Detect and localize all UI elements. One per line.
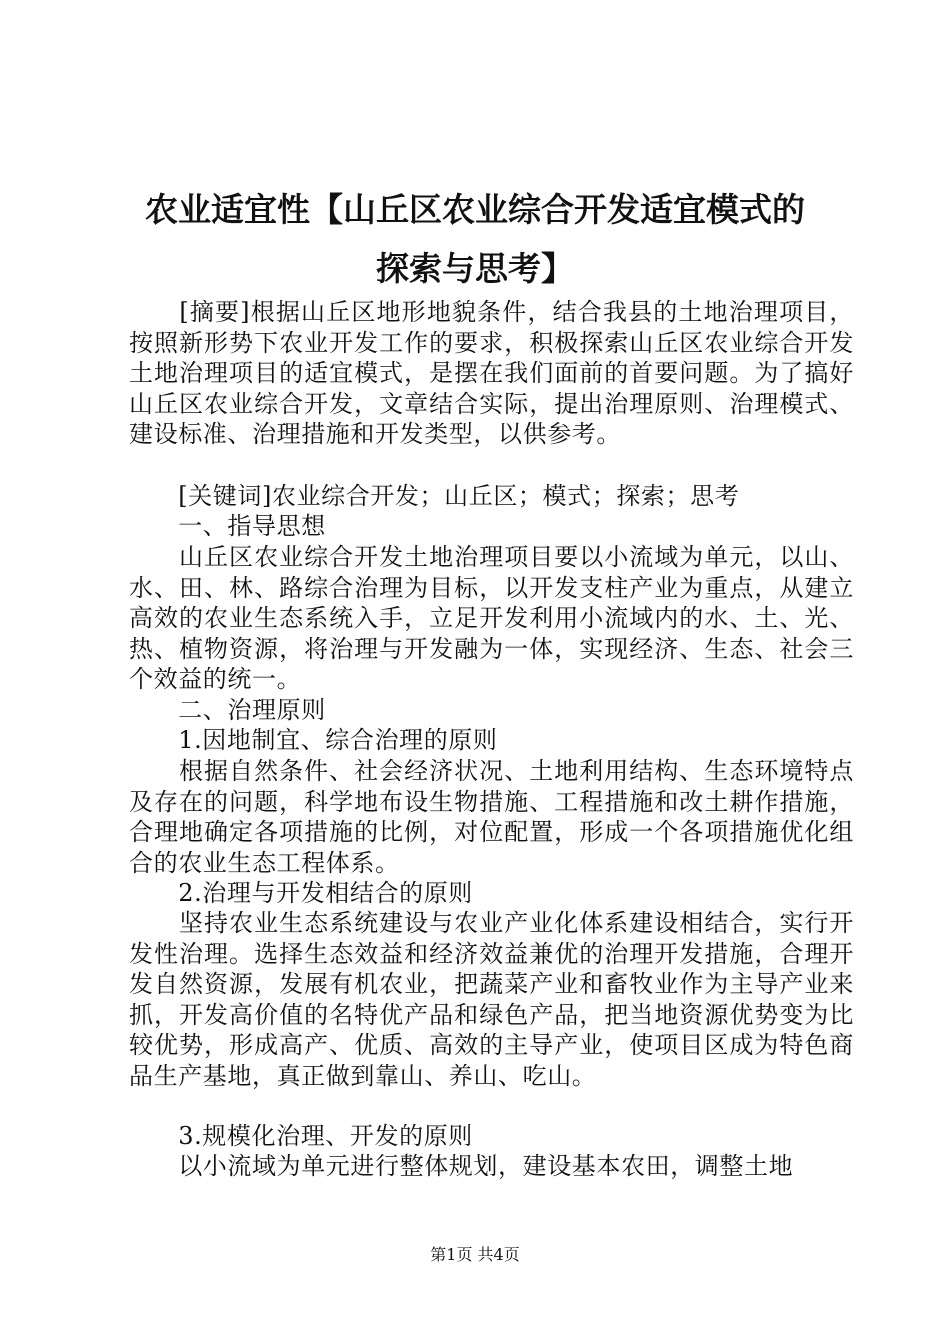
principle-3-paragraph: 以小流域为单元进行整体规划，建设基本农田，调整土地 xyxy=(129,1152,794,1180)
principle-2-heading: 2.治理与开发相结合的原则 xyxy=(129,879,473,907)
principle-2-paragraph: 坚持农业生态系统建设与农业产业化体系建设相结合，实行开发性治理。选择生态效益和经济效益兼优的治理开发措施，合理开发自然资源，发展有机农业，把蔬菜产业和畜牧业作为主导产业来抓，开发高价值的名特优产品和绿色产品，把当地资源优势变为比较优势，形成高产、优质、高效的主导产业，使项目区成为特色商品生产基地，真正做到靠山、养山、吃山。 xyxy=(129,909,854,1090)
principle-3-heading: 3.规模化治理、开发的原则 xyxy=(129,1122,473,1150)
section-heading-guiding-thought: 一、指导思想 xyxy=(129,512,326,540)
principle-1-heading: 1.因地制宜、综合治理的原则 xyxy=(129,726,498,754)
keywords-paragraph: [关键词]农业综合开发；山丘区；模式；探索；思考 xyxy=(129,482,740,510)
document-title-line-2: 探索与思考】 xyxy=(376,249,574,288)
principle-1-paragraph: 根据自然条件、社会经济状况、土地利用结构、生态环境特点及存在的问题，科学地布设生物措施、工程措施和改土耕作措施，合理地确定各项措施的比例，对位配置，形成一个各项措施优化组合的农业生态工程体系。 xyxy=(129,757,854,877)
abstract-paragraph: [摘要]根据山丘区地形地貌条件，结合我县的土地治理项目，按照新形势下农业开发工作的要求，积极探索山丘区农业综合开发土地治理项目的适宜模式，是摆在我们面前的首要问题。为了搞好山丘区农业综合开发，文章结合实际，提出治理原则、治理模式、建设标准、治理措施和开发类型，以供参考。 xyxy=(129,298,854,448)
document-title-line-1: 农业适宜性【山丘区农业综合开发适宜模式的 xyxy=(145,190,805,229)
guiding-thought-paragraph: 山丘区农业综合开发土地治理项目要以小流域为单元，以山、水、田、林、路综合治理为目标，以开发支柱产业为重点，从建立高效的农业生态系统入手，立足开发利用小流域内的水、土、光、热、植物资源，将治理与开发融为一体，实现经济、生态、社会三个效益的统一。 xyxy=(129,543,854,693)
page-number-footer: 第1页 共4页 xyxy=(430,1245,520,1264)
section-heading-principles: 二、治理原则 xyxy=(129,696,326,724)
